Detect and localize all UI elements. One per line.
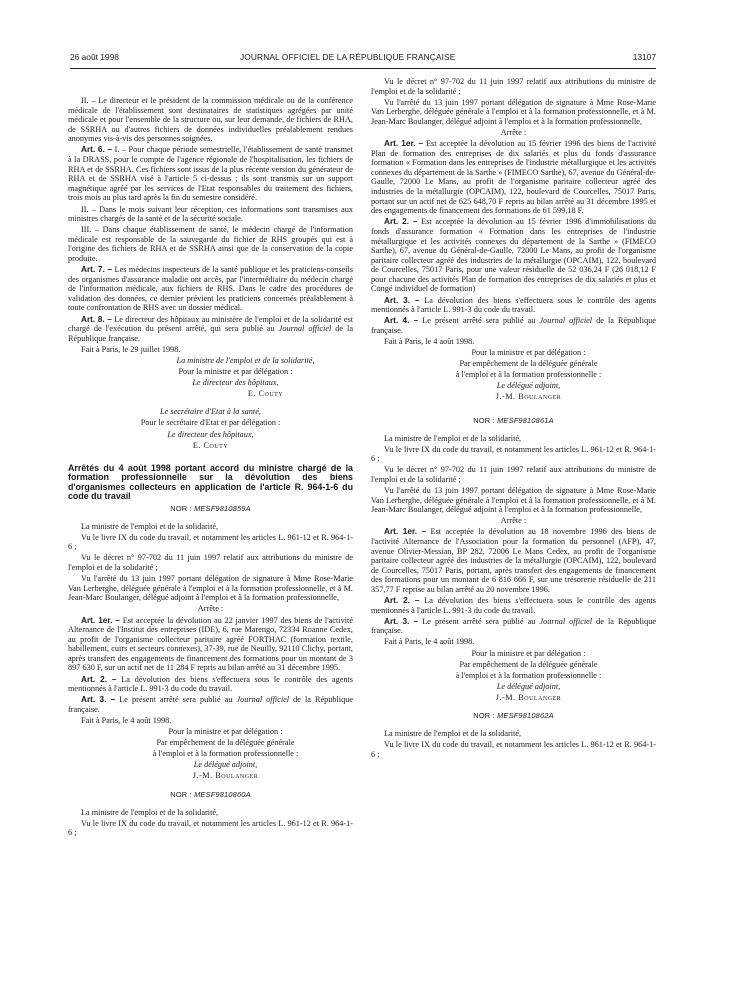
article-text: de la République française.	[68, 695, 353, 714]
article-text: Est acceptée la dévolution au 18 novembre 1996 des biens de l'activité Alternance de l'Association pour la formation du personnel (AFP), 47, avenue Olivier-Messian, BP 282, 72006 Le Mans Cedex, au profit de l'organisme paritaire collecteur agréé des industries de la métallurgie (OPCAIM), 122, boulevard de Courcelles, 75017 Paris, portant, après transfert des engagements de financement des formations pour un montant de 6 816 666 F, sur une trésorerie résiduelle de 211 357,77 F reprise au bilan arrêté au 20 novembre 1996.	[371, 527, 656, 594]
paragraph: II. – Le directeur et le président de la commission médicale ou de la conférence médicale de l'établissement sont destinataires de statistiques agrégées par unité médicale et pour l'ensemble de la structure ou, sur leur demande, de fichiers de RHA, de SSRHA ou d'autres fichiers de données individuelles préalablement rendues anonymes vis-à-vis des personnes soignées.	[68, 96, 353, 144]
paragraph: La ministre de l'emploi et de la solidarité,	[81, 521, 219, 531]
signature-title: Le délégué adjoint,	[496, 381, 561, 391]
journal-officiel: Journal officiel	[236, 695, 290, 705]
paragraph: Vu le décret n° 97-702 du 11 juin 1997 relatif aux attributions du ministre de l'emploi et de la solidarité ;	[371, 77, 656, 96]
article-text: La dévolution des biens s'effectuera sous le contrôle des agents mentionnés à l'article L. 991-3 du code du travail.	[371, 596, 656, 615]
paragraph: Vu le livre IX du code du travail, et notamment les articles L. 961-12 et R. 964-1-6 ;	[371, 444, 656, 464]
arrete-heading: Arrête :	[500, 516, 527, 526]
signature-delegation: Par empêchement de la déléguée générale	[459, 659, 598, 669]
paragraph: La ministre de l'emploi et de la solidarité,	[384, 433, 522, 443]
article-4	[371, 316, 656, 335]
article-label: Art. 1er. –	[384, 139, 424, 149]
paragraph: III. – Dans chaque établissement de santé, le médecin chargé de l'information médicale est responsable de la sauvegarde du fichier de RHS groupés qui est à l'origine des fichiers de RHA et de SSRHA ainsi que de la conservation de la copie produite.	[68, 225, 353, 263]
article-label: Art. 8. –	[81, 314, 112, 324]
journal-officiel: Journal officiel	[539, 616, 593, 626]
article-label: Art. 3. –	[81, 695, 116, 705]
signature-delegation: Par empêchement de la déléguée générale	[459, 359, 598, 369]
article-label: Art. 3. –	[384, 295, 420, 305]
signature-delegation: Pour la ministre et par délégation :	[178, 367, 293, 377]
article-label: Art. 2. –	[384, 596, 420, 606]
paragraph: Vu l'arrêté du 13 juin 1997 portant délégation de signature à Mme Rose-Marie Van Lerberghe, déléguée générale à l'emploi et à la formation professionnelle, et à M. Jean-Marc Boulanger, délégué adjoint à l'emploi et à la formation professionnelle,	[68, 574, 353, 603]
article-text: Le présent arrêté sera publié au	[418, 616, 540, 626]
article-label: Art. 1er. –	[81, 615, 120, 625]
article-label: Art. 4. –	[384, 316, 419, 326]
article-text: I. – Pour chaque période semestrielle, l'établissement de santé transmet à la DRASS, pour le compte de l'agence régionale de l'hospitalisation, les fichiers de RHA et de SSRHA. Ces fichiers sont issus de la plus récente version du générateur de RHA et de SSRHA visé à l'article 5 ci-dessus ; ils sont transmis sur un support magnétique agréé par les services de l'Etat responsables du traitement des fichiers, trois mois au plus tard après la fin du semestre considéré.	[68, 145, 353, 203]
article-6	[68, 145, 353, 203]
article-3	[371, 617, 656, 636]
paragraph: Vu le livre IX du code du travail, et notamment les articles L. 961-12 et R. 964-1-6 ;	[68, 532, 353, 552]
article-text: Est acceptée la dévolution au 15 février 1996 d'immobilisations du fonds d'assurance formation « Formation dans les entreprises de l'industrie métallurgique et les activités connexes du département de la Sarthe » (FIMECO Sarthe), 67, avenue du Général-de-Gaulle, 72000 Le Mans, au profit de l'organisme paritaire collecteur agréé des industries de la métallurgie (OPCAIM), 122, boulevard de Courcelles, 75017 Paris, pour une valeur résiduelle de 52 036,24 F (26 018,12 F pour chacune des activités Plan de formation des entreprises de dix salariés et plus et Congé individuel de formation)	[371, 217, 656, 294]
section-title: Arrêtés du 4 août 1998 portant accord du ministre chargé de la formation professionnelle sur la dévolution des biens d'organismes collecteurs en application de l'article R. 964-1-6 du code du travail	[68, 462, 353, 502]
article-text: Le directeur des hôpitaux au ministère de l'emploi et de la solidarité est chargé de l'exécution du présent arrêté, qui sera publié au	[68, 314, 353, 334]
article-1	[371, 527, 656, 594]
paragraph: Vu le décret n° 97-702 du 11 juin 1997 relatif aux attributions du ministre de l'emploi et de la solidarité ;	[371, 465, 656, 484]
article-text: Les médecins inspecteurs de la santé publique et les praticiens-conseils des organismes d'assurance maladie ont accès, par l'intermédiaire du médecin chargé de l'information médicale, aux fichiers de RHS. Dans le cadre des procédures de validation des données, ce dernier prévient les praticiens concernés préalablement à toute confrontation de RHS avec un dossier médical.	[68, 265, 353, 313]
paragraph: La ministre de l'emploi et de la solidarité,	[384, 729, 522, 739]
signature-delegation: Pour la ministre et par délégation :	[168, 727, 283, 737]
article-text: de la République française.	[68, 324, 353, 343]
signature-delegation: Pour le secrétaire d'Etat et par délégation :	[140, 418, 281, 428]
article-label: Art. 6. –	[81, 145, 113, 155]
article-7	[68, 265, 353, 313]
arrete-heading: Arrête :	[500, 127, 527, 137]
signature-title: Le délégué adjoint,	[496, 681, 561, 691]
article-3	[68, 695, 353, 714]
signature-name: J.-M. Boulanger	[192, 771, 259, 781]
article-text: Le présent arrêté sera publié au	[418, 316, 540, 326]
nor-reference: NOR : MESF9810862A	[473, 711, 554, 721]
journal-officiel: Journal officiel	[539, 316, 593, 326]
article-3	[371, 296, 656, 315]
signature-delegation: à l'emploi et à la formation professionnelle :	[455, 370, 602, 380]
page-header	[70, 52, 656, 66]
article-label: Art. 1er. –	[384, 527, 427, 537]
signature-delegation: Pour la ministre et par délégation :	[471, 348, 586, 358]
date-line: Fait à Paris, le 29 juillet 1998.	[81, 344, 181, 354]
article-2	[68, 675, 353, 694]
signature-title: Le secrétaire d'Etat à la santé,	[160, 407, 261, 417]
article-1	[68, 616, 353, 674]
paragraph: Vu le décret n° 97-702 du 11 juin 1997 relatif aux attributions du ministre de l'emploi et de la solidarité ;	[68, 553, 353, 573]
signature-delegation: à l'emploi et à la formation professionnelle :	[152, 749, 299, 759]
signature-title: La ministre de l'emploi et de la solidarité,	[176, 355, 315, 365]
signature-name: J.-M. Boulanger	[495, 392, 562, 402]
date-line: Fait à Paris, le 4 août 1998.	[81, 715, 172, 725]
signature-name: E. Couty	[192, 440, 229, 450]
article-text: La dévolution des biens s'effectuera sous le contrôle des agents mentionnés à l'article L. 991-3 du code du travail.	[68, 674, 353, 694]
article-text: Le présent arrêté sera publié au	[115, 695, 237, 705]
article-label: Art. 7. –	[81, 265, 113, 275]
right-column	[371, 77, 656, 947]
article-text: Est acceptée la dévolution au 22 janvier 1997 des biens de l'activité Alternance de l'Institut des entreprises (IDE), 6, rue Marengo, 72334 Roanne Cedex, au profit de l'organisme collecteur paritaire agréé FORTHAC (formation textile, habillement, cuirs et secteurs connexes), 37-39, rue de Neuilly, 92110 Clichy, portant, après transfert des engagements de financement des formations pour un montant de 3 897 630 F, sur un actif net de 11 284 F repris au bilan arrêté au 31 décembre 1995.	[68, 615, 353, 673]
signature-delegation: Pour la ministre et par délégation :	[471, 648, 586, 658]
left-column	[68, 96, 353, 966]
signature-title: Le directeur des hôpitaux,	[192, 378, 279, 388]
article-1	[371, 139, 656, 216]
signature-name: J.-M. Boulanger	[495, 692, 562, 702]
paragraph: Vu l'arrêté du 13 juin 1997 portant délégation de signature à Mme Rose-Marie Van Lerberghe, déléguée générale à l'emploi et à la formation professionnelle, et à M. Jean-Marc Boulanger, délégué adjoint à l'emploi et à la formation professionnelle,	[371, 486, 656, 515]
article-8	[68, 315, 353, 344]
article-label: Art. 3. –	[384, 616, 419, 626]
journal-officiel: Journal officiel	[278, 324, 332, 334]
article-label: Art. 2. –	[81, 674, 117, 684]
nor-reference: NOR : MESF9810861A	[473, 415, 554, 425]
signature-name: E. Couty	[247, 389, 284, 399]
article-text: La dévolution des biens s'effectuera sous le contrôle des agents mentionnés à l'article L. 991-3 du code du travail.	[371, 295, 656, 315]
article-text: Est acceptée la dévolution au 15 février 1996 des biens de l'activité Plan de formation des entreprises de dix salariés et plus du fonds d'assurance formation « Formation dans les entreprises de l'industrie métallurgique et les activités connexes du département de la Sarthe » (FIMECO Sarthe), 67, avenue du Général-de-Gaulle, 72000 Le Mans, au profit de l'organisme paritaire collecteur agréé des industries de la métallurgie (OPCAIM), 122, boulevard de Courcelles, 75017 Paris, portant sur un actif net de 625 648,70 F repris au bilan arrêté au 31 décembre 1995 et des engagements de financement des formations de 61 599,18 F.	[371, 139, 656, 216]
nor-reference: NOR : MESF9810859A	[170, 503, 251, 513]
nor-reference: NOR : MESF9810860A	[170, 789, 251, 799]
date-line: Fait à Paris, le 4 août 1998.	[384, 336, 475, 346]
header-rule	[70, 68, 656, 69]
paragraph: Vu le livre IX du code du travail, et notamment les articles L. 961-12 et R. 964-1-6 ;	[68, 818, 353, 838]
paragraph: Vu le livre IX du code du travail, et notamment les articles L. 961-12 et R. 964-1-6 ;	[371, 740, 656, 759]
signature-title: Le directeur des hôpitaux,	[167, 429, 254, 439]
signature-delegation: Par empêchement de la déléguée générale	[156, 738, 295, 748]
paragraph: II. – Dans le mois suivant leur réception, ces informations sont transmises aux ministres chargés de la santé et de la sécurité sociale.	[68, 204, 353, 224]
article-text: de la République française.	[371, 316, 656, 335]
arrete-heading: Arrête :	[197, 604, 224, 614]
article-text: de la République française.	[371, 616, 656, 636]
article-label: Art. 2. –	[384, 217, 418, 227]
paragraph: La ministre de l'emploi et de la solidarité,	[81, 807, 219, 817]
article-2	[371, 596, 656, 615]
header-date: 26 août 1998	[70, 52, 119, 62]
signature-delegation: à l'emploi et à la formation professionnelle :	[455, 670, 602, 680]
signature-title: Le délégué adjoint,	[193, 760, 258, 770]
paragraph: Vu l'arrêté du 13 juin 1997 portant délégation de signature à Mme Rose-Marie Van Lerberghe, déléguée générale à l'emploi et à la formation professionnelle, et à M. Jean-Marc Boulanger, délégué adjoint à l'emploi et à la formation professionnelle,	[371, 97, 656, 126]
article-2	[371, 217, 656, 294]
date-line: Fait à Paris, le 4 août 1998.	[384, 637, 475, 647]
header-journal-title: JOURNAL OFFICIEL DE LA RÉPUBLIQUE FRANÇAISE	[240, 52, 456, 62]
header-page-number: 13107	[632, 52, 656, 62]
